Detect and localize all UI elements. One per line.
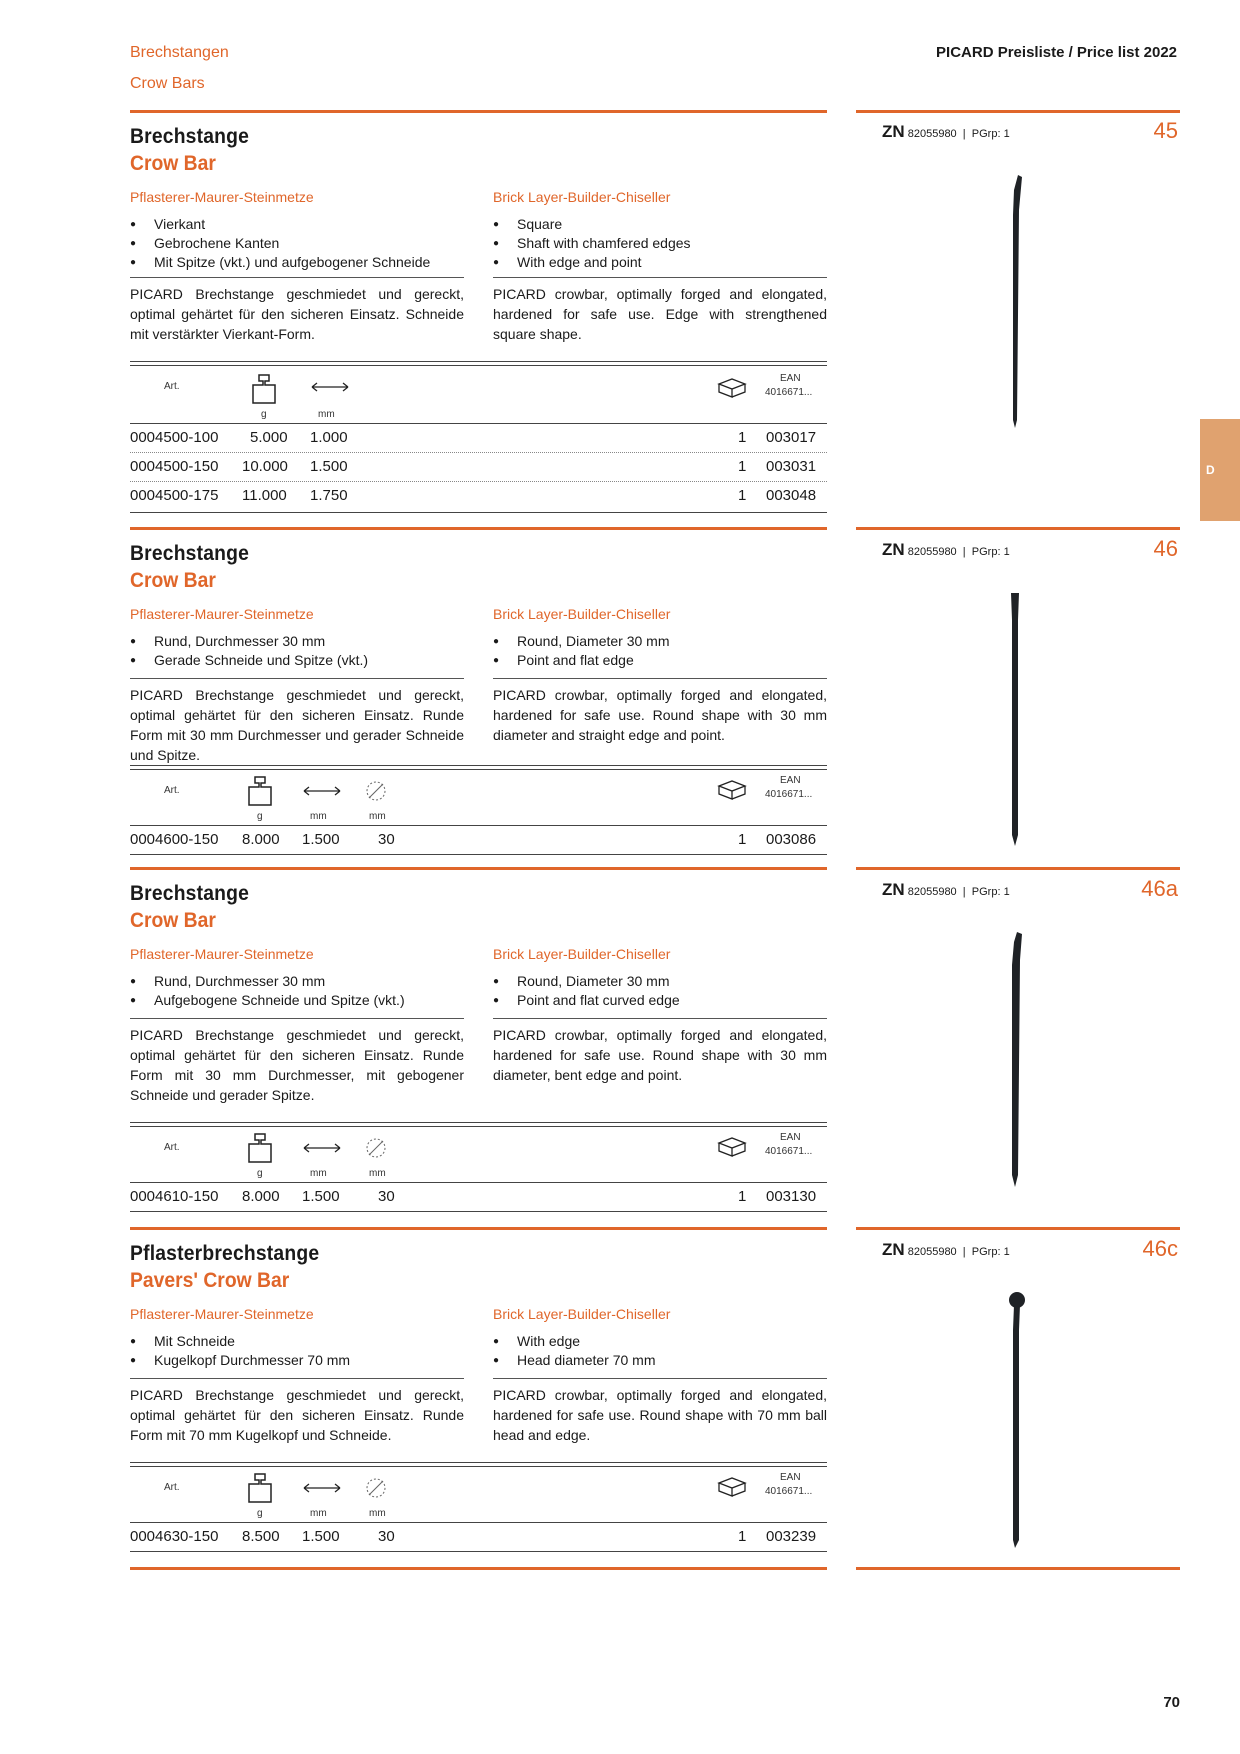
audience-en: Brick Layer-Builder-Chiseller [493,1306,671,1322]
feature-en: ● Point and flat edge [493,651,827,670]
cell-ean: 003017 [766,429,817,446]
col-art: Art. [164,381,180,392]
col-art: Art. [164,1482,180,1493]
feature-en: ● Round, Diameter 30 mm [493,972,827,991]
length-arrow-icon [302,785,342,797]
image-top-rule [856,110,1180,113]
price-group: PGrp: 1 [971,128,1010,140]
cell-ean: 003130 [766,1188,817,1205]
weight-icon [250,373,278,405]
features-en [493,945,827,1010]
price-group: PGrp: 1 [971,1246,1010,1258]
cell-length: 1.500 [302,1188,340,1205]
divider [130,678,464,679]
table-bottom-rule [130,854,827,855]
features-de [130,605,464,670]
package-icon [717,779,747,801]
length-arrow-icon [302,1142,342,1154]
feature-de: ● Mit Spitze (vkt.) und aufgebogener Schneide [130,253,464,272]
cell-length: 1.750 [310,487,348,504]
section-top-rule [130,1227,827,1230]
description-en: PICARD crowbar, optimally forged and elongated, hardened for safe use. Round shape with 30 mm diameter and straight edge and point. [493,687,827,743]
description-de: PICARD Brechstange geschmiedet und gereckt, optimal gehärtet für den sicheren Einsatz. Runde Form mit 30 mm Durchmesser und gerader Schneide und Spitze. [130,687,464,763]
table-top-rule [130,1122,827,1127]
cell-diameter: 30 [378,1528,395,1545]
table-row [130,1523,827,1552]
feature-de: ● Rund, Durchmesser 30 mm [130,632,464,651]
col-art: Art. [164,785,180,796]
side-tab-label: D [1206,463,1215,477]
cell-art: 0004500-150 [130,458,219,475]
feature-de: ● Vierkant [130,215,464,234]
category-de: Brechstangen [130,44,229,61]
product-title-de: Pflasterbrechstange [130,1242,320,1265]
cell-diameter: 30 [378,831,395,848]
col-art: Art. [164,1142,180,1153]
table-row [130,826,827,855]
cell-ean: 003239 [766,1528,817,1545]
crowbar-curved-image [1000,930,1030,1190]
cell-weight: 10.000 [242,458,288,475]
weight-icon [246,1132,274,1164]
product-title-en: Crow Bar [130,909,216,932]
article-number: 46a [1141,876,1178,901]
product-section-46c [130,1227,827,1572]
package-icon [717,1476,747,1498]
section-top-rule [130,110,827,113]
cell-weight: 11.000 [242,487,287,504]
unit-g: g [257,1508,263,1519]
features-de [130,188,464,272]
audience-en: Brick Layer-Builder-Chiseller [493,606,671,622]
article-number: 45 [1153,118,1178,143]
customs-code: ZN 82055980 | PGrp: 1 [882,1240,1010,1259]
features-en [493,1305,827,1370]
divider [130,1018,464,1019]
cell-length: 1.500 [302,1528,340,1545]
length-arrow-icon [310,381,350,393]
table-row [130,453,827,482]
unit-g: g [257,811,263,822]
category-en: Crow Bars [130,75,205,92]
divider [130,1378,464,1379]
col-ean: EAN [780,1132,801,1143]
description-de: PICARD Brechstange geschmiedet und gereckt, optimal gehärtet für den sicheren Einsatz. Runde Form mit 30 mm Durchmesser, mit gebogener Schneide und gerader Spitze. [130,1027,464,1103]
crowbar-ballhead-image [1000,1290,1030,1550]
description-en: PICARD crowbar, optimally forged and elongated, hardened for safe use. Round shape with 70 mm ball head and edge. [493,1387,827,1443]
zn-number: 82055980 [907,546,957,558]
crowbar-round-image [1000,590,1030,850]
cell-weight: 8.000 [242,831,280,848]
diameter-icon [364,779,388,803]
description-en: PICARD crowbar, optimally forged and elongated, hardened for safe use. Round shape with 30 mm diameter, bent edge and point. [493,1027,827,1083]
cell-qty: 1 [738,429,747,446]
feature-de: ● Rund, Durchmesser 30 mm [130,972,464,991]
unit-mm: mm [369,1168,386,1179]
cell-art: 0004500-175 [130,487,219,504]
customs-code: ZN 82055980 | PGrp: 1 [882,540,1010,559]
feature-en: ● Square [493,215,827,234]
feature-en: ● With edge [493,1332,827,1351]
description-en: PICARD crowbar, optimally forged and elongated, hardened for safe use. Edge with strengthened square shape. [493,286,827,342]
cell-weight: 8.500 [242,1528,280,1545]
zn-label: ZN [882,540,905,559]
audience-de: Pflasterer-Maurer-Steinmetze [130,606,314,622]
table-top-rule [130,765,827,770]
price-group: PGrp: 1 [971,886,1010,898]
ean-prefix: 4016671... [765,1146,813,1157]
customs-code: ZN 82055980 | PGrp: 1 [882,880,1010,899]
product-section-46 [130,527,827,857]
product-title-en: Crow Bar [130,152,216,175]
package-icon [717,377,747,399]
table-top-rule [130,361,827,366]
product-section-45 [130,110,827,516]
cell-qty: 1 [738,1528,747,1545]
feature-de: ● Gebrochene Kanten [130,234,464,253]
cell-ean: 003048 [766,487,817,504]
cell-ean: 003086 [766,831,817,848]
image-top-rule [856,867,1180,870]
unit-g: g [261,409,267,420]
cell-length: 1.500 [302,831,340,848]
table-top-rule [130,1462,827,1467]
audience-de: Pflasterer-Maurer-Steinmetze [130,189,314,205]
cell-qty: 1 [738,1188,747,1205]
audience-de: Pflasterer-Maurer-Steinmetze [130,946,314,962]
features-en [493,188,827,272]
product-title-de: Brechstange [130,125,250,148]
crowbar-square-image [1000,170,1030,430]
article-number: 46 [1153,536,1178,561]
section-top-rule [130,867,827,870]
cell-length: 1.500 [310,458,348,475]
audience-de: Pflasterer-Maurer-Steinmetze [130,1306,314,1322]
col-ean: EAN [780,1472,801,1483]
divider [493,1378,827,1379]
diameter-icon [364,1136,388,1160]
ean-prefix: 4016671... [765,789,813,800]
feature-de: ● Mit Schneide [130,1332,464,1351]
product-title-en: Crow Bar [130,569,216,592]
cell-weight: 5.000 [250,429,288,446]
image-top-rule [856,527,1180,530]
unit-mm: mm [369,811,386,822]
zn-number: 82055980 [907,886,957,898]
customs-code: ZN 82055980 | PGrp: 1 [882,122,1010,141]
divider [130,277,464,278]
cell-weight: 8.000 [242,1188,280,1205]
cell-qty: 1 [738,487,747,504]
zn-label: ZN [882,880,905,899]
feature-en: ● Point and flat curved edge [493,991,827,1010]
col-ean: EAN [780,775,801,786]
product-title-de: Brechstange [130,542,250,565]
unit-mm: mm [310,811,327,822]
zn-number: 82055980 [907,1246,957,1258]
weight-icon [246,775,274,807]
cell-length: 1.000 [310,429,348,446]
cell-diameter: 30 [378,1188,395,1205]
divider [493,1018,827,1019]
features-de [130,945,464,1010]
zn-label: ZN [882,1240,905,1259]
image-top-rule [856,1227,1180,1230]
cell-art: 0004500-100 [130,429,219,446]
unit-g: g [257,1168,263,1179]
product-title-de: Brechstange [130,882,250,905]
ean-prefix: 4016671... [765,1486,813,1497]
table-bottom-rule [130,1211,827,1212]
features-de [130,1305,464,1370]
unit-mm: mm [369,1508,386,1519]
unit-mm: mm [318,409,335,420]
unit-mm: mm [310,1508,327,1519]
feature-de: ● Kugelkopf Durchmesser 70 mm [130,1351,464,1370]
feature-en: ● With edge and point [493,253,827,272]
article-table [130,1462,827,1545]
article-table [130,361,827,504]
image-bottom-rule [856,1567,1180,1570]
feature-de: ● Gerade Schneide und Spitze (vkt.) [130,651,464,670]
description-de: PICARD Brechstange geschmiedet und gereckt, optimal gehärtet für den sicheren Einsatz. Schneide mit verstärkter Vierkant-Form. [130,286,464,342]
price-list-title: PICARD Preisliste / Price list 2022 [936,44,1177,61]
cell-art: 0004610-150 [130,1188,219,1205]
package-icon [717,1136,747,1158]
unit-mm: mm [310,1168,327,1179]
description-de: PICARD Brechstange geschmiedet und gereckt, optimal gehärtet für den sicheren Einsatz. Runde Form mit 70 mm Kugelkopf und Schneide. [130,1387,464,1443]
audience-en: Brick Layer-Builder-Chiseller [493,189,671,205]
feature-de: ● Aufgebogene Schneide und Spitze (vkt.) [130,991,464,1010]
feature-en: ● Round, Diameter 30 mm [493,632,827,651]
cell-art: 0004630-150 [130,1528,219,1545]
section-bottom-rule [130,1567,827,1570]
length-arrow-icon [302,1482,342,1494]
col-ean: EAN [780,373,801,384]
features-en [493,605,827,670]
weight-icon [246,1472,274,1504]
zn-number: 82055980 [907,128,957,140]
divider [493,277,827,278]
zn-label: ZN [882,122,905,141]
article-number: 46c [1142,1236,1178,1261]
side-tab [1200,419,1240,521]
table-row [130,1183,827,1212]
article-table [130,765,827,848]
table-row [130,424,827,453]
cell-qty: 1 [738,458,747,475]
audience-en: Brick Layer-Builder-Chiseller [493,946,671,962]
feature-en: ● Head diameter 70 mm [493,1351,827,1370]
diameter-icon [364,1476,388,1500]
page-number: 70 [1163,1694,1180,1711]
cell-art: 0004600-150 [130,831,219,848]
product-section-46a [130,867,827,1217]
product-title-en: Pavers' Crow Bar [130,1269,290,1292]
table-row [130,482,827,511]
divider [493,678,827,679]
ean-prefix: 4016671... [765,387,813,398]
cell-ean: 003031 [766,458,817,475]
cell-qty: 1 [738,831,747,848]
table-bottom-rule [130,1551,827,1552]
table-bottom-rule [130,512,827,513]
section-top-rule [130,527,827,530]
feature-en: ● Shaft with chamfered edges [493,234,827,253]
price-group: PGrp: 1 [971,546,1010,558]
article-table [130,1122,827,1205]
